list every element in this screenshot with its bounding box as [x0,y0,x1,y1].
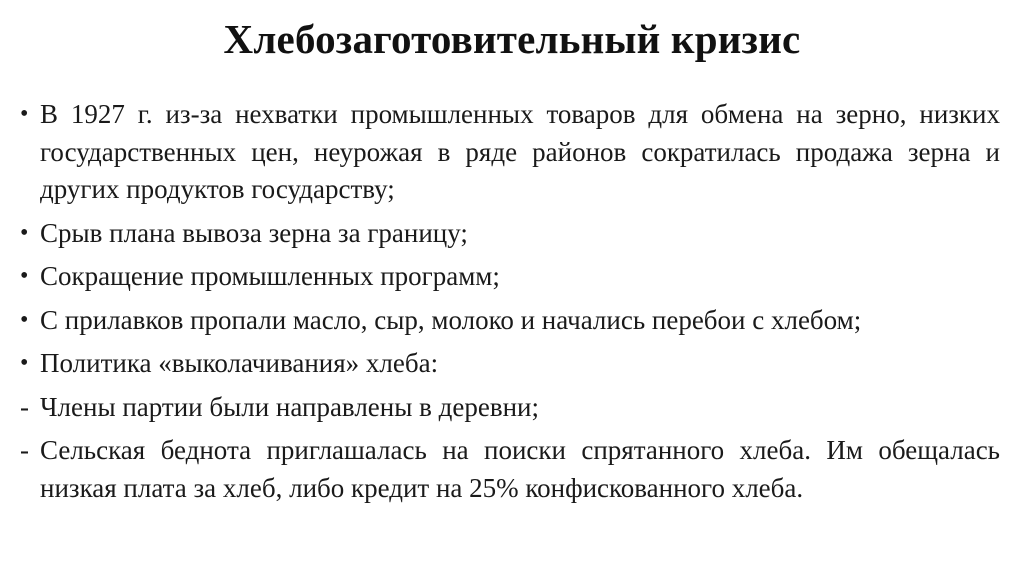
dash-marker: - [20,435,29,465]
list-item [20,215,1000,253]
bullet-marker: • [20,306,29,333]
list-item-text: С прилавков пропали масло, сыр, молоко и начались перебои с хлебом; [40,304,862,335]
list-item-text: В 1927 г. из-за нехватки промышленных товаров для обмена на зерно, низких государственных цен, неурожая в ряде районов сократилась продажа зерна и других продуктов государству; [40,99,1000,204]
bullet-marker: • [20,101,29,127]
list-item [20,345,1000,383]
list-item-text: Сельская беднота приглашалась на поиски спрятанного хлеба. Им обещалась низкая плата за хлеб, либо кредит на 25% конфискованного хлеба. [40,435,1000,503]
bullet-list [20,96,1000,513]
bullet-marker: • [20,263,29,289]
bullet-marker: • [20,219,29,246]
slide-title: Хлебозаготовительный кризис [223,16,801,62]
list-item [20,432,1000,507]
dash-marker: - [20,391,29,422]
list-item [20,96,1000,209]
list-item [20,302,1000,340]
list-item-text: Политика «выколачивания» хлеба: [40,348,439,378]
list-item-text: Члены партии были направлены в деревни; [40,391,539,422]
list-item [20,258,1000,296]
list-item-text: Срыв плана вывоза зерна за границу; [40,217,468,248]
bullet-marker: • [20,350,29,376]
list-item-text: Сокращение промышленных программ; [40,261,500,291]
list-item [20,389,1000,427]
